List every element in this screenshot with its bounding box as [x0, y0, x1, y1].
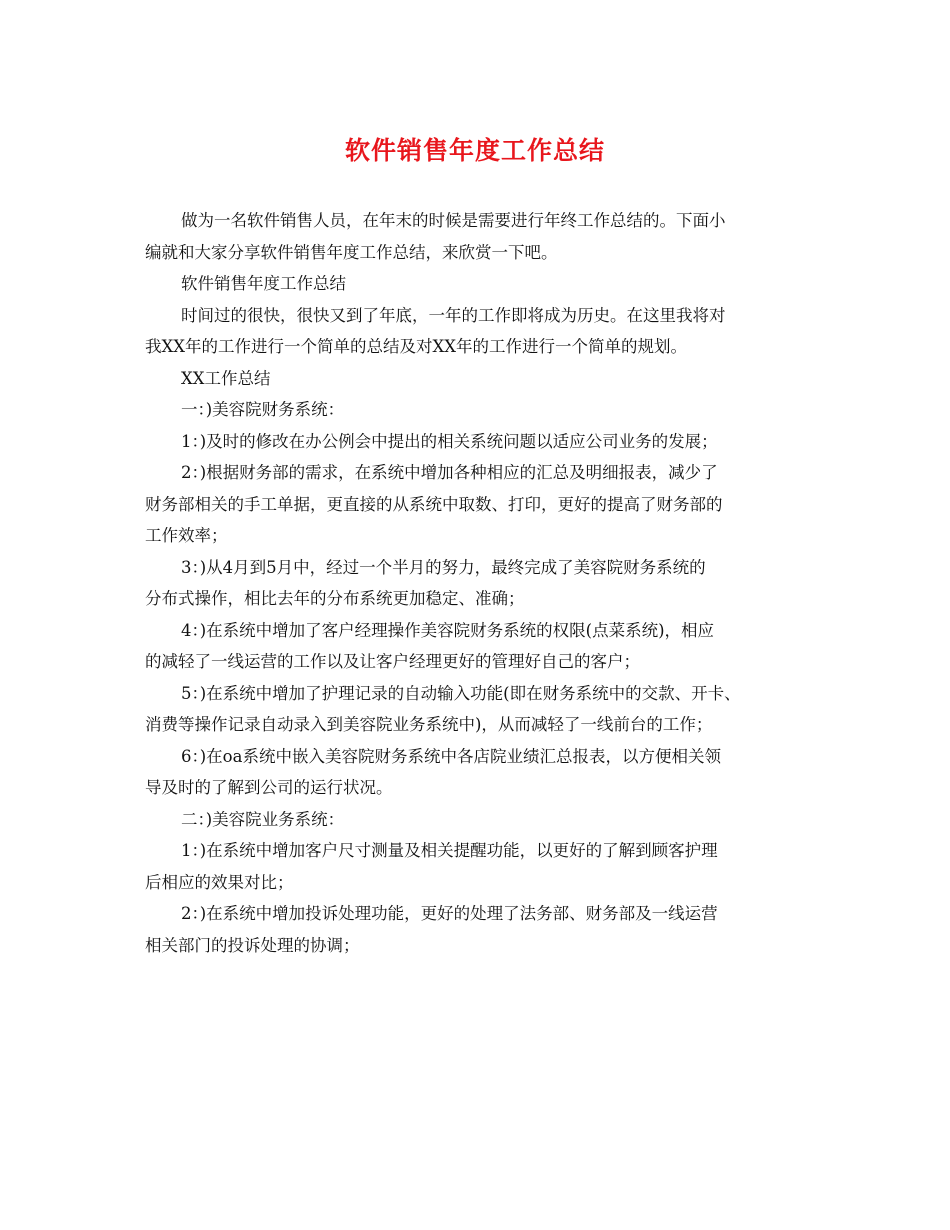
body-paragraph [145, 300, 821, 363]
body-paragraph [145, 426, 821, 458]
body-paragraph [145, 678, 821, 741]
paragraph-line: 相关部门的投诉处理的协调； [145, 935, 360, 955]
body-paragraph [145, 205, 821, 268]
paragraph-line: 1：)在系统中增加客户尺寸测量及相关提醒功能，以更好的了解到顾客护理 [181, 841, 718, 860]
paragraph-line: 软件销售年度工作总结 [181, 274, 346, 293]
paragraph-line: 我XX年的工作进行一个简单的总结及对XX年的工作进行一个简单的规划。 [145, 337, 687, 356]
paragraph-line: 消费等操作记录自动录入到美容院业务系统中)，从而减轻了一线前台的工作； [145, 715, 713, 734]
paragraph-line: 导及时的了解到公司的运行状况。 [145, 778, 393, 797]
paragraph-line: 时间过的很快，很快又到了年底，一年的工作即将成为历史。在这里我将对 [181, 305, 726, 325]
paragraph-line: XX工作总结 [181, 368, 271, 388]
body-paragraph [145, 898, 821, 961]
body-paragraph [145, 457, 821, 552]
paragraph-line: 的减轻了一线运营的工作以及让客户经理更好的管理好自己的客户； [145, 652, 640, 671]
paragraph-line: 2：)在系统中增加投诉处理功能，更好的处理了法务部、财务部及一线运营 [181, 904, 718, 923]
body-paragraph [145, 615, 821, 678]
paragraph-line: 编就和大家分享软件销售年度工作总结，来欣赏一下吧。 [145, 242, 558, 262]
paragraph-line: 4：)在系统中增加了客户经理操作美容院财务系统的权限(点菜系统)，相应 [181, 620, 715, 640]
body-paragraph [145, 268, 821, 300]
paragraph-line: 3：)从4月到5月中，经过一个半月的努力，最终完成了美容院财务系统的 [181, 557, 706, 577]
paragraph-line: 5：)在系统中增加了护理记录的自动输入功能(即在财务系统中的交款、开卡、 [181, 683, 741, 703]
document-title: 软件销售年度工作总结 [344, 136, 605, 165]
paragraph-line: 做为一名软件销售人员，在年末的时候是需要进行年终工作总结的。下面小 [181, 211, 726, 230]
paragraph-line: 二：)美容院业务系统： [181, 809, 345, 829]
body-paragraph [145, 835, 821, 898]
paragraph-line: 后相应的效果对比； [145, 872, 294, 892]
document-body [145, 205, 821, 961]
body-paragraph [145, 552, 821, 615]
paragraph-line: 2：)根据财务部的需求，在系统中增加各种相应的汇总及明细报表，减少了 [181, 463, 718, 482]
body-paragraph [145, 394, 821, 426]
body-paragraph [145, 363, 821, 395]
paragraph-line: 1：)及时的修改在办公例会中提出的相关系统问题以适应公司业务的发展； [181, 431, 718, 451]
paragraph-line: 分布式操作，相比去年的分布系统更加稳定、准确； [145, 589, 525, 608]
paragraph-line: 6：)在oa系统中嵌入美容院财务系统中各店院业绩汇总报表，以方便相关领 [181, 746, 721, 766]
paragraph-line: 一：)美容院财务系统： [181, 400, 345, 419]
body-paragraph [145, 741, 821, 804]
body-paragraph [145, 804, 821, 836]
paragraph-line: 财务部相关的手工单据，更直接的从系统中取数、打印，更好的提高了财务部的 [145, 494, 723, 514]
paragraph-line: 工作效率； [145, 526, 228, 545]
